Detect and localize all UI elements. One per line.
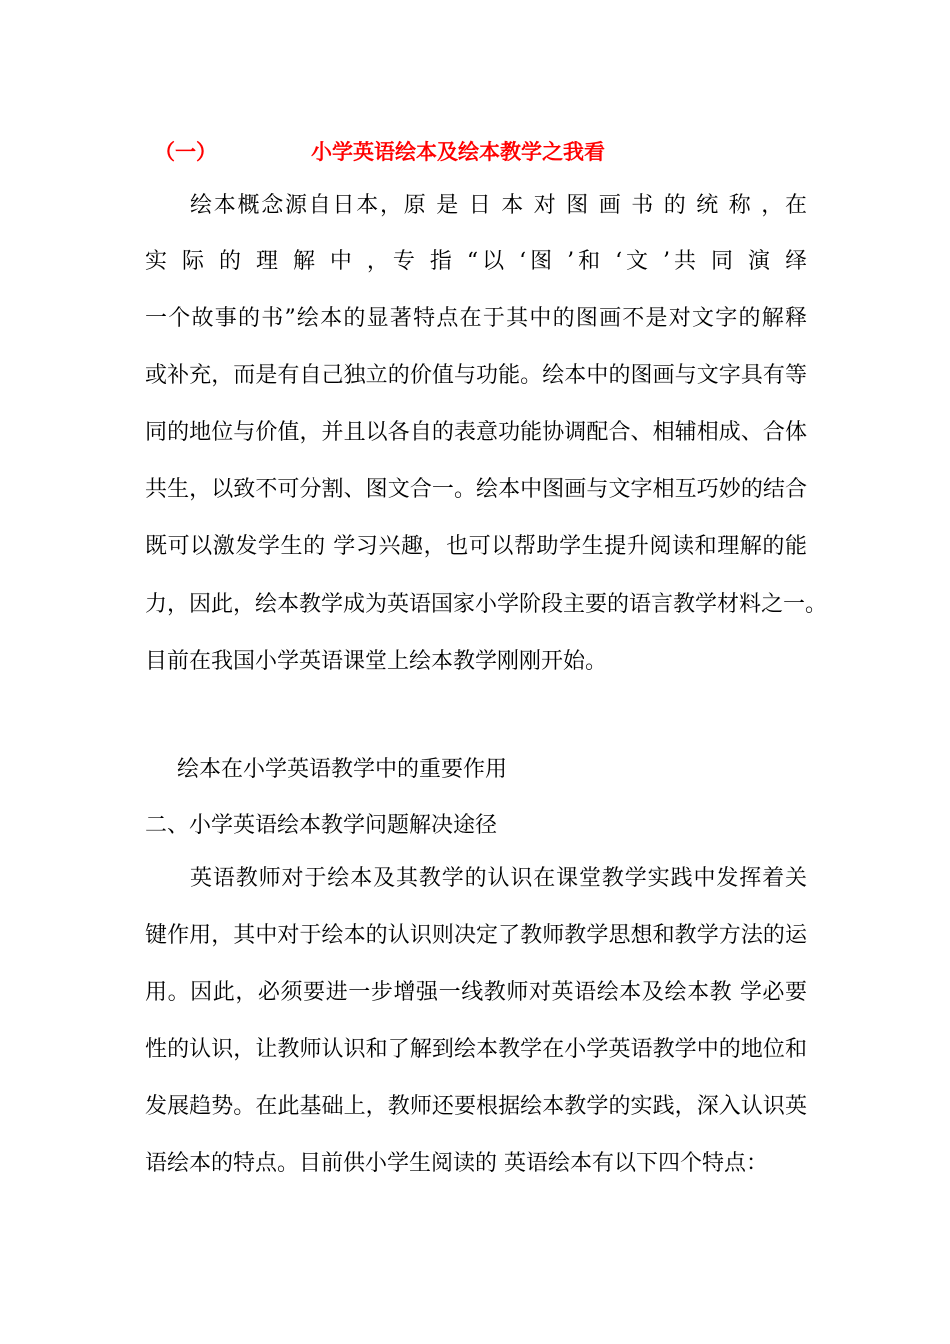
- text-line: 键作用，其中对于绘本的认识则决定了教师教学思想和教学方法的运: [145, 923, 807, 948]
- title-number: （一）: [154, 139, 217, 164]
- text-line: 英语教师对于绘本及其教学的认识在课堂教学实践中发挥着关: [190, 866, 807, 891]
- text-line: 用。因此，必须要进一步增强一线教师对英语绘本及绘本教 学必要: [145, 980, 807, 1005]
- text-line: 目前在我国小学英语课堂上绘本教学刚刚开始。: [145, 649, 608, 674]
- text-line: 共生，以致不可分割、图文合一。绘本中图画与文字相互巧妙的结合: [145, 477, 807, 502]
- section-heading: 二、小学英语绘本教学问题解决途径: [145, 813, 498, 838]
- title-text: 小学英语绘本及绘本教学之我看: [311, 139, 605, 164]
- section-heading: 绘本在小学英语教学中的重要作用: [177, 757, 508, 782]
- text-line: 语绘本的特点。目前供小学生阅读的 英语绘本有以下四个特点：: [145, 1151, 768, 1176]
- text-line: 力，因此，绘本教学成为英语国家小学阶段主要的语言教学材料之一。: [145, 592, 828, 617]
- text-line: 绘本概念源自日本，原 是 日 本 对 图 画 书 的 统 称 ，在: [190, 193, 807, 218]
- text-line: 发展趋势。在此基础上，教师还要根据绘本教学的实践，深入认识英: [145, 1094, 807, 1119]
- text-line: 同的地位与价值，并且以各自的表意功能协调配合、相辅相成、合体: [145, 420, 807, 445]
- document-title: [150, 136, 810, 168]
- text-line: 一个故事的书”绘本的显著特点在于其中的图画不是对文字的解释: [145, 306, 807, 331]
- text-line: 实 际 的 理 解 中 ，专 指 “以 ‘图 ’和 ‘文 ’共 同 演 绎: [145, 249, 807, 274]
- text-line: 既可以激发学生的 学习兴趣，也可以帮助学生提升阅读和理解的能: [145, 534, 807, 559]
- text-line: 性的认识，让教师认识和了解到绘本教学在小学英语教学中的地位和: [145, 1037, 807, 1062]
- text-line: 或补充，而是有自己独立的价值与功能。绘本中的图画与文字具有等: [145, 363, 807, 388]
